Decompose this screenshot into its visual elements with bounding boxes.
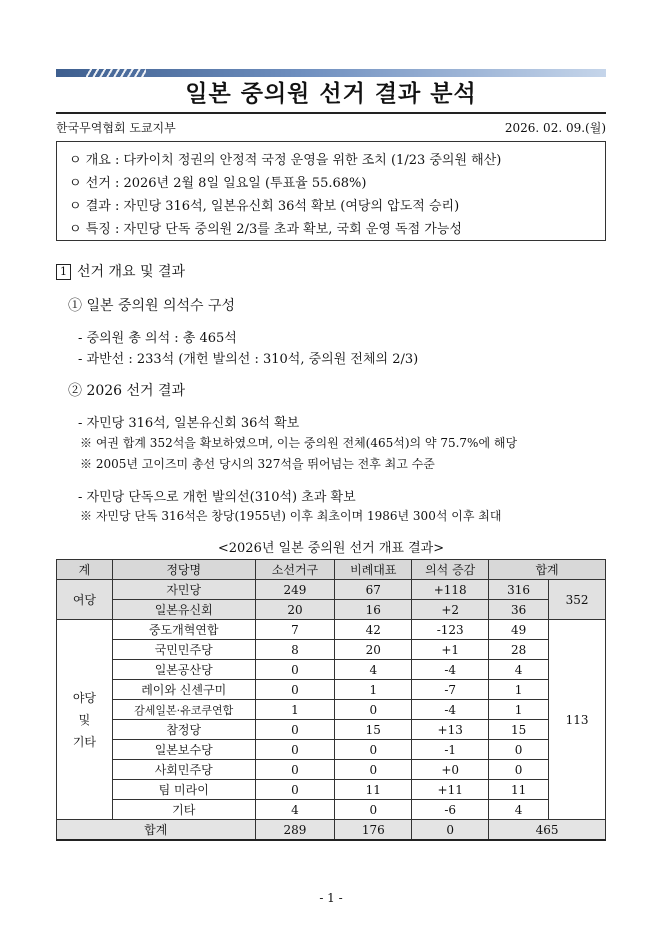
total-row — [57, 820, 606, 841]
summary-item: ㅇ 개요 : 다카이치 정권의 안정적 국정 운영을 위한 조치 (1/23 중의원 해산) — [69, 153, 502, 168]
header-cell: 의석 증감 — [412, 560, 489, 580]
table-row — [57, 640, 606, 660]
table-cell: 176 — [335, 820, 412, 841]
subsection-title: ① 일본 중의원 의석수 구성 — [68, 298, 236, 314]
body-line: - 중의원 총 의석 : 총 465석 — [78, 331, 237, 346]
table-cell: -123 — [412, 620, 489, 640]
subsection-title: ② 2026 선거 결과 — [68, 383, 186, 399]
party-name: 감세일본·유코쿠연합 — [112, 700, 255, 720]
table-cell: 0 — [489, 760, 549, 780]
table-cell: +1 — [412, 640, 489, 660]
table-cell: +13 — [412, 720, 489, 740]
election-results-table — [56, 559, 606, 841]
table-cell: -6 — [412, 800, 489, 820]
party-name: 중도개혁연합 — [112, 620, 255, 640]
note-line: ※ 자민당 단독 316석은 창당(1955년) 이후 최초이며 1986년 300석 이후 최대 — [80, 509, 502, 523]
table-cell: 11 — [489, 780, 549, 800]
summary-item: ㅇ 선거 : 2026년 2월 8일 일요일 (투표율 55.68%) — [69, 176, 367, 191]
group-label-line: 기타 — [72, 734, 97, 749]
body-line: - 자민당 316석, 일본유신회 36석 확보 — [78, 416, 300, 431]
table-cell: 36 — [489, 600, 549, 620]
page-title: 일본 중의원 선거 결과 분석 — [185, 81, 477, 107]
table-cell: -4 — [412, 660, 489, 680]
table-cell: 49 — [489, 620, 549, 640]
note-line: ※ 여권 합계 352석을 확보하였으며, 이는 중의원 전체(465석)의 약 75.7%에 해당 — [80, 436, 518, 450]
table-row — [57, 680, 606, 700]
table-cell: +11 — [412, 780, 489, 800]
table-cell: 0 — [255, 740, 335, 760]
header-cell: 정당명 — [112, 560, 255, 580]
party-name: 참정당 — [112, 720, 255, 740]
party-name: 자민당 — [112, 580, 255, 600]
group-total: 113 — [549, 620, 606, 820]
summary-item: ㅇ 결과 : 자민당 316석, 일본유신회 36석 확보 (여당의 압도적 승리) — [69, 199, 460, 214]
party-name: 기타 — [112, 800, 255, 820]
table-cell: 1 — [489, 700, 549, 720]
table-cell: 0 — [255, 720, 335, 740]
table-cell: 0 — [335, 800, 412, 820]
table-cell: 15 — [489, 720, 549, 740]
table-header-row — [57, 560, 606, 580]
table-cell: 7 — [255, 620, 335, 640]
table-cell: 0 — [255, 780, 335, 800]
summary-item: ㅇ 특징 : 자민당 단독 중의원 2/3를 초과 확보, 국회 운영 독점 가능성 — [69, 222, 462, 237]
table-row — [57, 700, 606, 720]
table-cell: 16 — [335, 600, 412, 620]
party-name: 일본유신회 — [112, 600, 255, 620]
table-row — [57, 740, 606, 760]
summary-box — [56, 141, 606, 241]
table-cell: 1 — [335, 680, 412, 700]
table-cell: 42 — [335, 620, 412, 640]
group-label-line: 야당 — [72, 690, 97, 705]
title-rule — [56, 112, 606, 114]
table-cell: 0 — [255, 760, 335, 780]
header-cell: 비례대표 — [335, 560, 412, 580]
section-number-box: 1 — [56, 264, 71, 280]
note-line: ※ 2005년 고이즈미 총선 당시의 327석을 뛰어넘는 전후 최고 수준 — [80, 457, 435, 471]
table-row — [57, 620, 606, 640]
party-name: 일본보수당 — [112, 740, 255, 760]
table-row — [57, 660, 606, 680]
table-cell: 0 — [335, 760, 412, 780]
header-cell: 소선거구 — [255, 560, 335, 580]
table-row — [57, 800, 606, 820]
table-cell: +118 — [412, 580, 489, 600]
table-cell: 67 — [335, 580, 412, 600]
party-name: 국민민주당 — [112, 640, 255, 660]
table-cell: 1 — [255, 700, 335, 720]
table-row — [57, 760, 606, 780]
table-row — [57, 600, 606, 620]
table-cell: 4 — [335, 660, 412, 680]
table-cell: 0 — [335, 740, 412, 760]
table-cell: 4 — [489, 660, 549, 680]
table-cell: 4 — [489, 800, 549, 820]
organization: 한국무역협회 도쿄지부 — [56, 121, 176, 135]
group-total: 352 — [549, 580, 606, 620]
body-line: - 과반선 : 233석 (개헌 발의선 : 310석, 중의원 전체의 2/3) — [78, 352, 419, 367]
table-cell: 0 — [412, 820, 489, 841]
group-label-line: 및 — [78, 712, 91, 727]
table-cell: 249 — [255, 580, 335, 600]
party-name: 레이와 신센구미 — [112, 680, 255, 700]
document-date: 2026. 02. 09.(월) — [504, 121, 606, 135]
table-cell: 0 — [489, 740, 549, 760]
table-cell: +0 — [412, 760, 489, 780]
table-cell: -4 — [412, 700, 489, 720]
section-title: 선거 개요 및 결과 — [77, 264, 186, 280]
table-cell: 0 — [335, 700, 412, 720]
group-label: 여당 — [57, 580, 113, 620]
table-cell: 4 — [255, 800, 335, 820]
table-cell: -7 — [412, 680, 489, 700]
section-heading — [56, 261, 185, 281]
table-cell: 289 — [255, 820, 335, 841]
table-cell: 28 — [489, 640, 549, 660]
page-number: - 1 - — [319, 891, 343, 905]
table-cell: 465 — [489, 820, 606, 841]
table-row — [57, 780, 606, 800]
table-cell: 0 — [255, 680, 335, 700]
party-name: 팀 미라이 — [112, 780, 255, 800]
table-cell: 1 — [489, 680, 549, 700]
table-row — [57, 720, 606, 740]
party-name: 일본공산당 — [112, 660, 255, 680]
header-cell: 합계 — [489, 560, 606, 580]
table-cell: -1 — [412, 740, 489, 760]
table-cell: 11 — [335, 780, 412, 800]
table-cell: 8 — [255, 640, 335, 660]
body-line: - 자민당 단독으로 개헌 발의선(310석) 초과 확보 — [78, 490, 356, 505]
table-cell: 20 — [255, 600, 335, 620]
header-cell: 계 — [57, 560, 113, 580]
table-cell: 20 — [335, 640, 412, 660]
table-row — [57, 580, 606, 600]
party-name: 사회민주당 — [112, 760, 255, 780]
table-cell: 0 — [255, 660, 335, 680]
table-cell: 316 — [489, 580, 549, 600]
table-cell: 15 — [335, 720, 412, 740]
table-caption: <2026년 일본 중의원 선거 개표 결과> — [217, 541, 445, 556]
group-label — [57, 620, 113, 820]
table-cell: +2 — [412, 600, 489, 620]
total-label: 합계 — [57, 820, 256, 841]
